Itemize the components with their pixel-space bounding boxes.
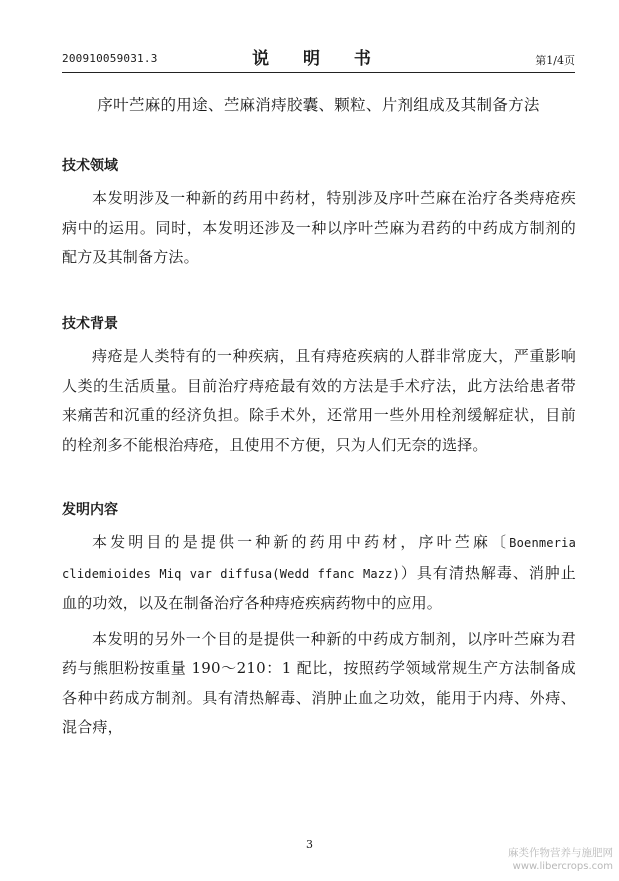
section-technical-background [62, 313, 576, 466]
page-number: 3 [306, 838, 313, 851]
paragraph-text: ）具有清热解毒、消肿止血的功效，以及在制备治疗各种痔疮疾病药物中的应用。 [62, 563, 577, 612]
paragraph: 痔疮是人类特有的一种疾病，且有痔疮疾病的人群非常庞大，严重影响人类的生活质量。目前治疗痔疮最有效的方法是手术疗法，此方法给患者带来痛苦和沉重的经济负担。除手术外，还常用一些外用栓剂缓解症状，目前的栓剂多不能根治痔疮，且使用不方便，只为人们无奈的选择。 [62, 347, 576, 454]
document-title: 序叶苎麻的用途、苎麻消痔胶囊、颗粒、片剂组成及其制备方法 [97, 96, 540, 114]
paragraph: 本发明涉及一种新的药用中药材，特别涉及序叶苎麻在治疗各类痔疮疾病中的运用。同时，本发明还涉及一种以序叶苎麻为君药的中药成方制剂的配方及其制备方法。 [62, 189, 576, 266]
watermark-site-name: 麻类作物营养与施肥网 [508, 847, 613, 859]
paragraph: 本发明的另外一个目的是提供一种新的中药成方制剂，以序叶苎麻为君药与熊胆粉按重量 190～210：1 配比，按照药学领域常规生产方法制备成各种中药成方制剂。具有清热解毒、消肿止血之功效，能用于内痔、外痔、混合痔， [62, 629, 576, 736]
page-info: 第1/4页 [535, 54, 575, 67]
watermark [483, 846, 613, 873]
section-invention-content [62, 499, 576, 749]
paragraph [62, 528, 576, 619]
paragraph-text: 本发明目的是提供一种新的药用中药材，序叶苎麻〔 [92, 533, 510, 551]
section-heading: 技术领域 [62, 158, 118, 174]
application-number: 200910059031.3 [62, 52, 158, 65]
section-technical-field [62, 155, 576, 279]
section-heading: 发明内容 [62, 502, 118, 518]
header-divider [62, 72, 575, 73]
watermark-url: www.libercrops.com [512, 861, 613, 872]
latin-species-name: Boenmeria clidemioides Miq var diffusa(Wedd ffanc Mazz) [62, 536, 576, 581]
section-heading: 技术背景 [62, 316, 118, 332]
doc-type-title: 说 明 书 [252, 49, 385, 69]
page-header [62, 44, 575, 70]
